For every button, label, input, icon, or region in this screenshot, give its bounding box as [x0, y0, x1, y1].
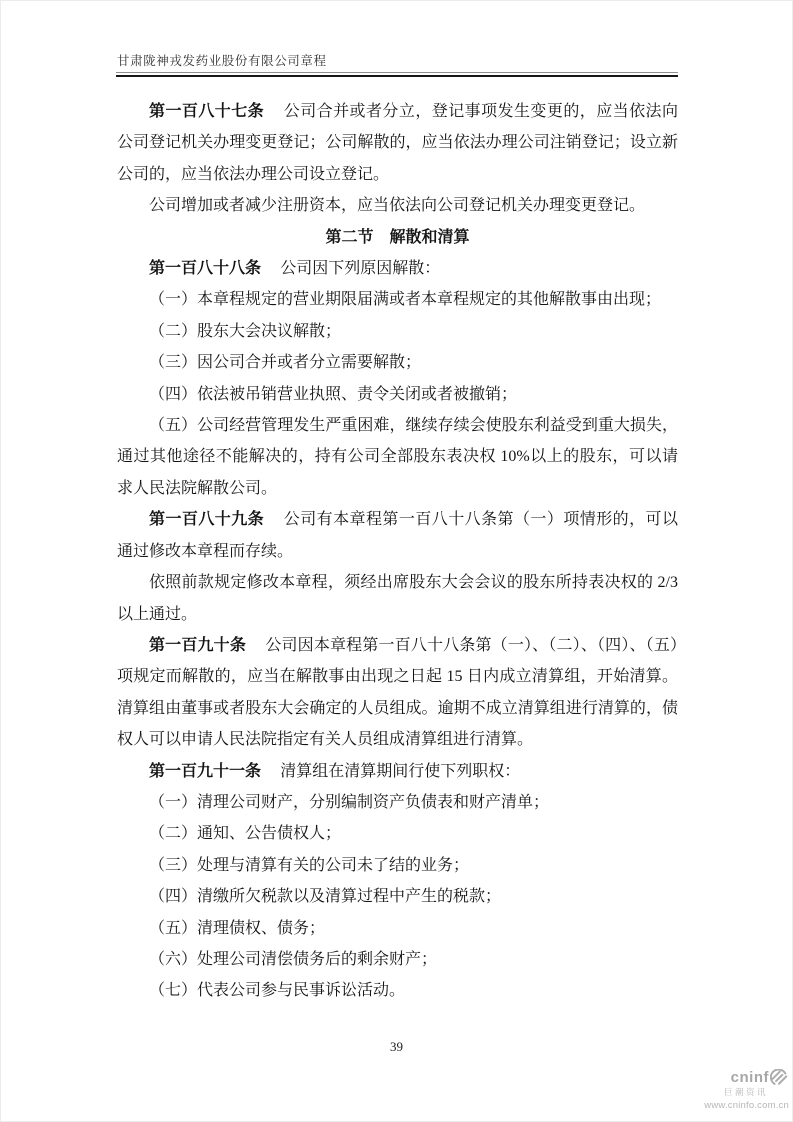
- article-text: 公司有本章程第一百八十八条第（一）项情形的，可以通过修改本章程而存续。: [117, 511, 678, 560]
- cninfo-logo-row: [679, 1069, 789, 1087]
- list-item: （六）处理公司清偿债务后的剩余财产；: [149, 950, 438, 968]
- list-item: （五）清理债权、债务；: [149, 919, 326, 937]
- list-item: （二）股东大会决议解散；: [149, 322, 342, 340]
- section-heading: 第二节 解散和清算: [325, 228, 470, 246]
- page-number: 39: [390, 1039, 403, 1054]
- cninfo-swirl-icon: [770, 1069, 789, 1087]
- list-item: （一）本章程规定的营业期限届满或者本章程规定的其他解散事由出现；: [149, 291, 662, 309]
- list-item: （一）清理公司财产，分别编制资产负债表和财产清单；: [149, 793, 550, 811]
- article-number: 第一百九十一条: [149, 762, 262, 780]
- article-paragraph-187: [117, 96, 678, 190]
- header-rule: [116, 72, 678, 77]
- cninfo-caption: 巨潮资讯: [723, 1087, 768, 1097]
- document-body: [117, 96, 678, 1007]
- list-item: （五）公司经营管理发生严重困难，继续存续会使股东利益受到重大损失，通过其他途径不能解决的，持有公司全部股东表决权 10%以上的股东，可以请求人民法院解散公司。: [117, 417, 678, 497]
- article-text: 公司合并或者分立，登记事项发生变更的，应当依法向公司登记机关办理变更登记；公司解散的，应当依法办理公司注销登记；设立新公司的，应当依法办理公司设立登记。: [117, 103, 678, 183]
- article-text: 公司因本章程第一百八十八条第（一）、（二）、（四）、（五）项规定而解散的，应当在解散事由出现之日起 15 日内成立清算组，开始清算。清算组由董事或者股东大会确定的人员组成。逾期不成立清算组进行清算的，债权人可以申请人民法院指定有关人员组成清算组进行清算。: [117, 636, 678, 749]
- cninfo-url: www.cninfo.com.cn: [704, 1100, 789, 1111]
- cninfo-logo-text: cninf: [730, 1069, 769, 1086]
- list-item: （七）代表公司参与民事诉讼活动。: [149, 982, 406, 1000]
- cninfo-watermark: [679, 1069, 789, 1111]
- list-item: （二）通知、公告债权人；: [149, 825, 342, 843]
- article-number: 第一百九十条: [149, 636, 246, 654]
- article-text: 清算组在清算期间行使下列职权：: [264, 762, 521, 780]
- list-item: （三）因公司合并或者分立需要解散；: [149, 354, 422, 372]
- article-text: 公司因下列原因解散：: [264, 260, 441, 278]
- article-number: 第一百八十七条: [149, 103, 265, 120]
- list-item: （三）处理与清算有关的公司未了结的业务；: [149, 856, 470, 874]
- article-paragraph-188: [117, 253, 678, 284]
- header-title: 甘肃陇神戎发药业股份有限公司章程: [117, 54, 327, 68]
- article-number: 第一百八十八条: [149, 260, 262, 278]
- body-paragraph: 公司增加或者减少注册资本，应当依法向公司登记机关办理变更登记。: [149, 197, 646, 215]
- article-paragraph-190: [117, 630, 678, 756]
- article-paragraph-189: [117, 504, 678, 567]
- article-number: 第一百八十九条: [149, 511, 265, 529]
- article-paragraph-191: [117, 756, 678, 787]
- list-item: （四）清缴所欠税款以及清算过程中产生的税款；: [149, 888, 502, 906]
- body-paragraph: 依照前款规定修改本章程，须经出席股东大会会议的股东所持表决权的 2/3 以上通过。: [117, 574, 678, 623]
- list-item: （四）依法被吊销营业执照、责令关闭或者被撤销；: [149, 385, 518, 403]
